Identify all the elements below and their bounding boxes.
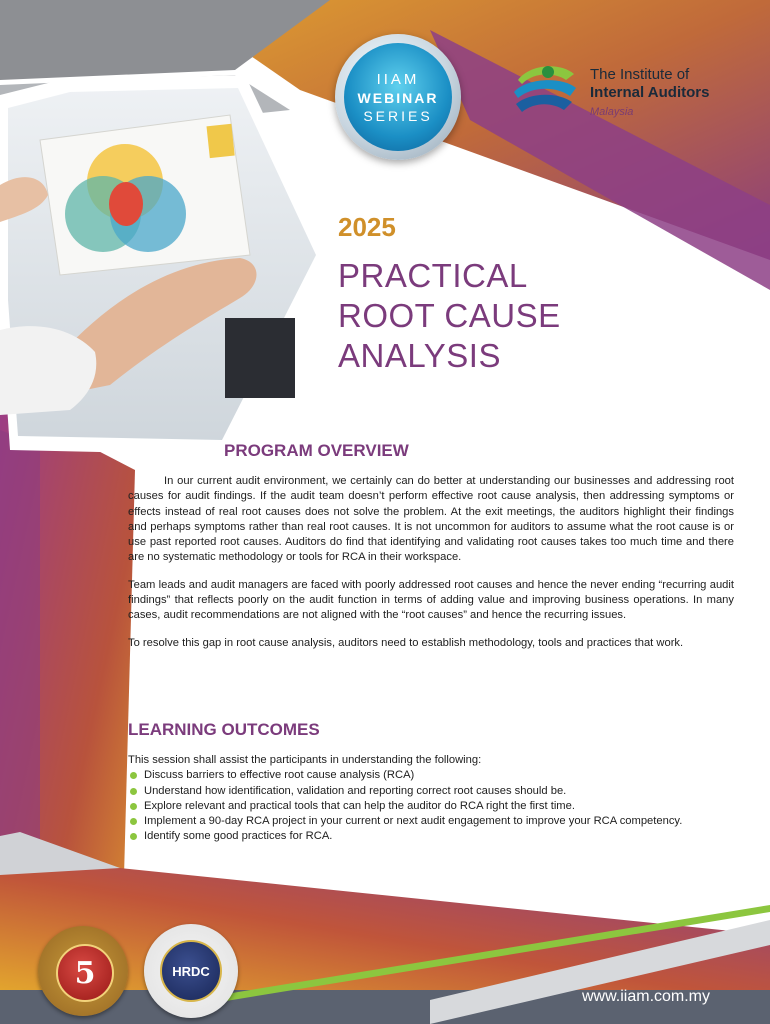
outcome-text: Implement a 90-day RCA project in your current or next audit engagement to improve your RCA competency. bbox=[144, 815, 683, 828]
program-overview-heading: PROGRAM OVERVIEW bbox=[224, 441, 409, 460]
outcomes-intro: This session shall assist the participants in understanding the following: bbox=[128, 754, 482, 766]
overview-paragraph: Team leads and audit managers are faced with poorly addressed root causes and hence the never ending “recurring audit findings” that reflects poorly on the audit function in terms of adding value and improving business operations. In many cases, audit recommendations are not aligned with the “root causes” and hence the recurring issues. bbox=[128, 578, 734, 622]
cpd-points-number: 5 bbox=[74, 955, 96, 991]
bullet-icon bbox=[130, 818, 137, 825]
hrdc-claimable-badge bbox=[144, 924, 238, 1018]
list-item bbox=[128, 814, 734, 829]
badge-line-3: SERIES bbox=[363, 107, 433, 124]
webinar-badge-inner bbox=[344, 43, 452, 151]
list-item bbox=[128, 799, 734, 814]
badge-line-1: IIAM bbox=[376, 70, 420, 88]
bullet-icon bbox=[130, 788, 137, 795]
webinar-series-badge bbox=[335, 34, 461, 160]
website-link[interactable]: www.iiam.com.my bbox=[582, 988, 711, 1005]
program-year: 2025 bbox=[338, 212, 396, 242]
badge-line-2: WEBINAR bbox=[357, 89, 439, 106]
learning-outcomes-heading: LEARNING OUTCOMES bbox=[128, 720, 320, 739]
learning-outcomes-body bbox=[128, 753, 734, 845]
program-overview-body bbox=[128, 474, 734, 663]
bullet-icon bbox=[130, 833, 137, 840]
list-item bbox=[128, 784, 734, 799]
title-line: ROOT CAUSE bbox=[338, 297, 561, 334]
org-country: Malaysia bbox=[590, 106, 634, 118]
hrdc-badge-inner bbox=[160, 940, 222, 1002]
title-line: PRACTICAL bbox=[338, 257, 528, 294]
outcome-text: Understand how identification, validation and reporting correct root causes should be. bbox=[144, 784, 567, 797]
org-name-line-2: Internal Auditors bbox=[590, 84, 710, 101]
cpd-points-badge bbox=[38, 926, 128, 1016]
title-line: ANALYSIS bbox=[338, 337, 501, 374]
overview-paragraph: To resolve this gap in root cause analysis, auditors need to establish methodology, tools and practices that work. bbox=[128, 636, 684, 649]
outcomes-list bbox=[128, 768, 734, 844]
globe-logo-icon bbox=[510, 58, 580, 124]
list-item bbox=[128, 768, 734, 783]
overview-paragraph: In our current audit environment, we certainly can do better at understanding our businesses and addressing root causes for audit findings. If the audit team doesn’t perform effective root cause analysis, then addressing symptoms or effects instead of real root causes does not solve the problem. At the exit meetings, the auditors highlight their findings and perhaps symptoms rather than real root causes. It is not uncommon for auditors to assume what the root cause is or use past reported root causes. Auditors do find that identifying and validating root causes takes too much time and there are no systematic methodology or tools for RCA in their workspace. bbox=[128, 475, 734, 564]
cpd-badge-inner bbox=[56, 944, 114, 1002]
list-item bbox=[128, 829, 734, 844]
bullet-icon bbox=[130, 803, 137, 810]
hrdc-label: HRDC bbox=[172, 963, 210, 979]
outcome-text: Discuss barriers to effective root cause analysis (RCA) bbox=[144, 769, 415, 782]
iiam-logo bbox=[510, 58, 745, 128]
outcome-text: Identify some good practices for RCA. bbox=[144, 830, 333, 843]
bullet-icon bbox=[130, 772, 137, 779]
program-title bbox=[338, 256, 561, 376]
outcome-text: Explore relevant and practical tools that can help the auditor do RCA right the first time. bbox=[144, 799, 575, 812]
org-name-line-1: The Institute of bbox=[590, 66, 690, 83]
